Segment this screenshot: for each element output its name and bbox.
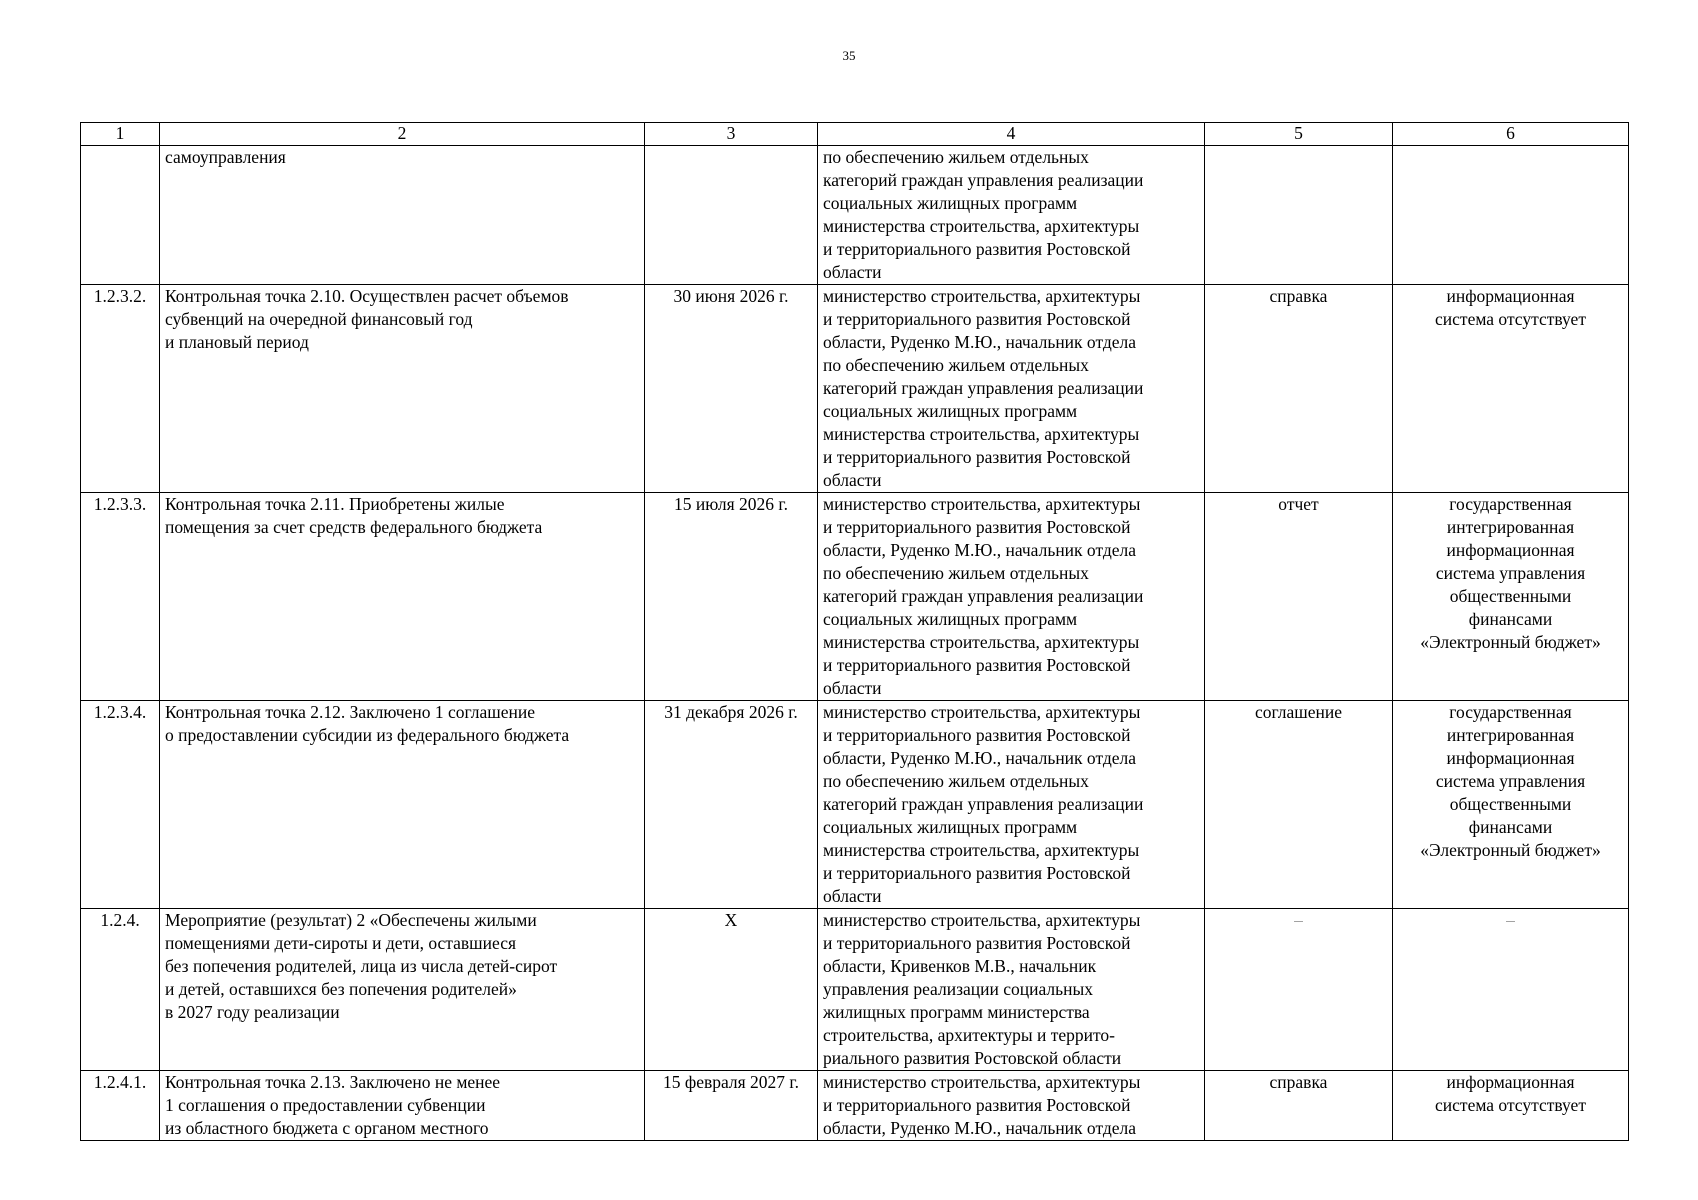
row-responsible: министерство строительства, архитектуры и территориального развития Ростовской области, Руденко М.Ю., начальник отдела: [818, 1071, 1205, 1141]
row-doc-type: –: [1205, 909, 1393, 1071]
table-row: [81, 285, 1629, 493]
header-col-6: 6: [1393, 123, 1629, 146]
row-info-system: информационная система отсутствует: [1393, 285, 1629, 493]
page-number: 35: [842, 48, 856, 63]
row-date: 15 июля 2026 г.: [645, 493, 818, 701]
row-number: 1.2.4.: [81, 909, 160, 1071]
header-col-4: 4: [818, 123, 1205, 146]
row-doc-type: справка: [1205, 1071, 1393, 1141]
control-points-table: [80, 122, 1629, 1141]
row-name: самоуправления: [160, 146, 645, 285]
row-responsible: по обеспечению жильем отдельных категорий граждан управления реализации социальных жилищных программ министерства строительства, архитектуры и территориального развития Ростовской области: [818, 146, 1205, 285]
header-col-5: 5: [1205, 123, 1393, 146]
row-name: Контрольная точка 2.12. Заключено 1 соглашение о предоставлении субсидии из федерального бюджета: [160, 701, 645, 909]
row-name: Контрольная точка 2.10. Осуществлен расчет объемов субвенций на очередной финансовый год и плановый период: [160, 285, 645, 493]
row-responsible: министерство строительства, архитектуры и территориального развития Ростовской области, Руденко М.Ю., начальник отдела по обеспечению жильем отдельных категорий граждан управления реализации социальных жилищных программ министерства строительства, архитектуры и территориального развития Ростовской области: [818, 285, 1205, 493]
table-row: [81, 493, 1629, 701]
header-row: [81, 123, 1629, 146]
row-info-system: государственная интегрированная информационная система управления общественными финансами «Электронный бюджет»: [1393, 493, 1629, 701]
row-doc-type: соглашение: [1205, 701, 1393, 909]
row-responsible: министерство строительства, архитектуры и территориального развития Ростовской области, Кривенков М.В., начальник управления реализации социальных жилищных программ министерства строительства, архитектуры и террито- риального развития Ростовской области: [818, 909, 1205, 1071]
row-number: 1.2.3.2.: [81, 285, 160, 493]
row-date: [645, 146, 818, 285]
row-number: [81, 146, 160, 285]
row-name: Контрольная точка 2.13. Заключено не менее 1 соглашения о предоставлении субвенции из областного бюджета с органом местного: [160, 1071, 645, 1141]
row-name: Контрольная точка 2.11. Приобретены жилые помещения за счет средств федерального бюджета: [160, 493, 645, 701]
header-col-2: 2: [160, 123, 645, 146]
row-info-system: [1393, 146, 1629, 285]
row-date: 31 декабря 2026 г.: [645, 701, 818, 909]
row-responsible: министерство строительства, архитектуры и территориального развития Ростовской области, Руденко М.Ю., начальник отдела по обеспечению жильем отдельных категорий граждан управления реализации социальных жилищных программ министерства строительства, архитектуры и территориального развития Ростовской области: [818, 493, 1205, 701]
row-number: 1.2.3.3.: [81, 493, 160, 701]
row-doc-type: [1205, 146, 1393, 285]
table-row: [81, 1071, 1629, 1141]
table-row: [81, 909, 1629, 1071]
row-doc-type: отчет: [1205, 493, 1393, 701]
header-col-1: 1: [81, 123, 160, 146]
row-date: 15 февраля 2027 г.: [645, 1071, 818, 1141]
row-date: X: [645, 909, 818, 1071]
row-number: 1.2.3.4.: [81, 701, 160, 909]
row-date: 30 июня 2026 г.: [645, 285, 818, 493]
row-name: Мероприятие (результат) 2 «Обеспечены жилыми помещениями дети-сироты и дети, оставшиеся без попечения родителей, лица из числа детей-сирот и детей, оставшихся без попечения родителей» в 2027 году реализации: [160, 909, 645, 1071]
row-info-system: государственная интегрированная информационная система управления общественными финансами «Электронный бюджет»: [1393, 701, 1629, 909]
row-info-system: –: [1393, 909, 1629, 1071]
table-row: [81, 146, 1629, 285]
row-info-system: информационная система отсутствует: [1393, 1071, 1629, 1141]
header-col-3: 3: [645, 123, 818, 146]
table-row: [81, 701, 1629, 909]
row-doc-type: справка: [1205, 285, 1393, 493]
row-number: 1.2.4.1.: [81, 1071, 160, 1141]
row-responsible: министерство строительства, архитектуры и территориального развития Ростовской области, Руденко М.Ю., начальник отдела по обеспечению жильем отдельных категорий граждан управления реализации социальных жилищных программ министерства строительства, архитектуры и территориального развития Ростовской области: [818, 701, 1205, 909]
